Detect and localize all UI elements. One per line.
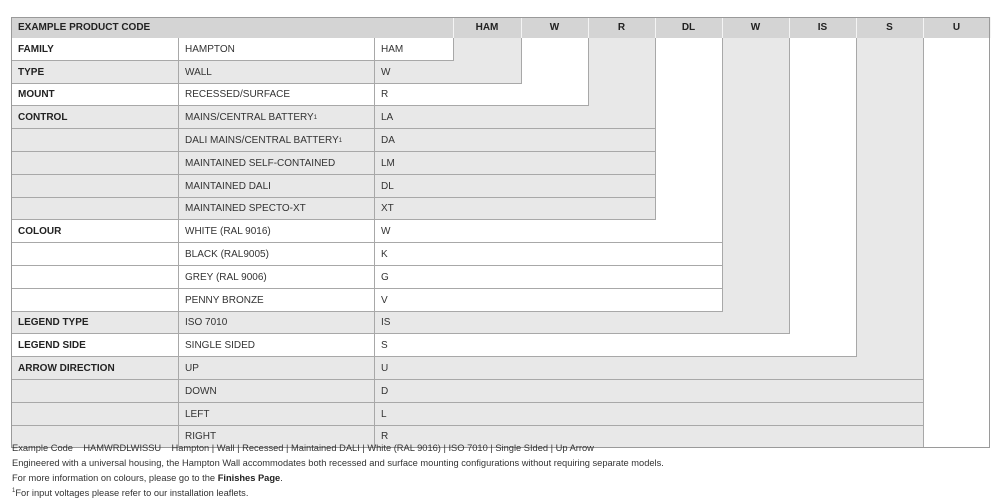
category-cell [11, 243, 178, 266]
example-code-value: HAMWRDLWISSU [83, 443, 162, 453]
category-cell [11, 84, 178, 107]
code-value: IS [381, 317, 391, 329]
code-column-header-label: W [750, 22, 761, 33]
column-divider [374, 38, 375, 448]
category-label: LEGEND TYPE [18, 317, 89, 329]
category-cell [11, 312, 178, 335]
example-code-label: Example Code [12, 443, 73, 453]
header-label: EXAMPLE PRODUCT CODE [18, 22, 151, 33]
option-label: MAINTAINED SPECTO-XT [185, 203, 306, 215]
category-cell [11, 106, 178, 129]
option-label: RECESSED/SURFACE [185, 89, 291, 101]
code-column-band [521, 38, 588, 84]
category-cell [11, 220, 178, 243]
code-column-band [856, 38, 923, 357]
category-cell [11, 380, 178, 403]
code-cell [374, 334, 856, 357]
code-value: LA [381, 112, 394, 124]
header-divider [521, 17, 522, 38]
step-edge [923, 38, 924, 448]
step-edge [856, 38, 857, 357]
code-cell [374, 38, 453, 61]
option-label: RIGHT [185, 431, 217, 443]
code-column-header [655, 17, 722, 38]
option-label: GREY (RAL 9006) [185, 271, 267, 283]
option-label: MAINTAINED SELF-CONTAINED [185, 157, 336, 169]
option-cell [178, 198, 374, 221]
table-border [11, 17, 12, 448]
option-cell: MAINS/CENTRAL BATTERY 1 [185, 112, 318, 124]
code-column-header [453, 17, 521, 38]
code-cell [374, 61, 521, 84]
header-divider [923, 17, 924, 38]
code-value: V [381, 294, 388, 306]
code-column-header-label: HAM [475, 22, 499, 33]
code-column-header-label: DL [681, 22, 696, 33]
code-column-band [923, 38, 990, 448]
category-cell [11, 152, 178, 175]
step-edge [655, 38, 656, 220]
code-value: G [381, 271, 389, 283]
category-cell [11, 266, 178, 289]
code-column-band [655, 38, 722, 220]
category-cell [11, 198, 178, 221]
category-cell [11, 175, 178, 198]
header-divider [453, 17, 454, 38]
code-cell [374, 175, 655, 198]
code-column-band [789, 38, 856, 334]
option-cell [178, 312, 374, 335]
code-value: D [381, 385, 389, 397]
step-edge [521, 38, 522, 84]
option-cell [178, 38, 374, 61]
code-cell [374, 266, 722, 289]
option-label: WALL [185, 66, 212, 78]
header-divider [722, 17, 723, 38]
code-cell [374, 243, 722, 266]
code-value: LM [381, 157, 395, 169]
option-label: MAINS/CENTRAL BATTERY [185, 112, 314, 124]
header-label-cell [11, 17, 453, 38]
header-divider [856, 17, 857, 38]
product-description: Engineered with a universal housing, the Hampton Wall accommodates both recessed and surface mounting configurations without requiring separate models. [12, 458, 664, 468]
code-cell [374, 312, 789, 335]
finishes-page-link[interactable]: Finishes Page [217, 473, 281, 483]
table-border [989, 17, 990, 448]
column-divider [178, 38, 179, 448]
code-column-band [453, 38, 521, 61]
code-cell [374, 220, 722, 243]
example-code-description: Hampton | Wall | Recessed | Maintained DALI | White (RAL 9016) | ISO 7010 | Single SIded | Up Arrow [171, 443, 594, 453]
category-label: LEGEND SIDE [18, 340, 86, 352]
code-column-band [588, 38, 655, 106]
code-value: XT [381, 203, 394, 215]
code-value: R [381, 431, 389, 443]
footnote [12, 486, 992, 501]
option-label: WHITE (RAL 9016) [185, 226, 271, 238]
code-cell [374, 106, 655, 129]
option-label: DALI MAINS/CENTRAL BATTERY [185, 135, 339, 147]
table-border [11, 17, 990, 18]
category-cell [11, 38, 178, 61]
header-divider [588, 17, 589, 38]
code-cell [374, 380, 923, 403]
category-cell [11, 403, 178, 426]
code-value: HAM [381, 43, 404, 55]
option-label: DOWN [185, 385, 217, 397]
code-column-header [789, 17, 856, 38]
option-cell [178, 403, 374, 426]
code-value: W [381, 226, 391, 238]
code-value: DA [381, 135, 395, 147]
example-code-line [12, 441, 992, 456]
code-cell [374, 84, 588, 107]
step-edge [453, 38, 454, 61]
option-cell [178, 175, 374, 198]
category-cell [11, 334, 178, 357]
option-cell [178, 266, 374, 289]
code-cell [374, 357, 923, 380]
option-label: MAINTAINED DALI [185, 180, 271, 192]
option-cell [178, 61, 374, 84]
step-edge [722, 38, 723, 312]
header-divider [990, 17, 991, 38]
colours-note [12, 471, 992, 486]
code-value: K [381, 249, 388, 261]
code-value: L [381, 408, 387, 420]
code-cell [374, 289, 722, 312]
code-cell [374, 152, 655, 175]
step-edge [789, 38, 790, 334]
category-label: COLOUR [18, 226, 62, 238]
code-value: DL [381, 180, 394, 192]
option-cell [178, 243, 374, 266]
category-cell [11, 289, 178, 312]
code-cell [374, 129, 655, 152]
code-column-header-label: IS [817, 22, 828, 33]
option-cell [178, 334, 374, 357]
code-value: U [381, 363, 389, 375]
code-column-header [923, 17, 990, 38]
option-label: BLACK (RAL9005) [185, 249, 269, 261]
notes [12, 441, 992, 501]
option-label: ISO 7010 [185, 317, 228, 329]
option-label: PENNY BRONZE [185, 294, 264, 306]
category-cell [11, 357, 178, 380]
step-edge [588, 38, 589, 106]
option-cell [178, 220, 374, 243]
option-label: UP [185, 363, 199, 375]
category-label: CONTROL [18, 112, 68, 124]
code-column-header [521, 17, 588, 38]
code-column-header [588, 17, 655, 38]
code-value: R [381, 89, 389, 101]
option-cell [178, 152, 374, 175]
header-divider [655, 17, 656, 38]
option-cell [178, 289, 374, 312]
category-cell [11, 129, 178, 152]
code-column-header-label: S [886, 22, 893, 33]
footnote-mark: 1 [12, 487, 16, 494]
option-cell [178, 380, 374, 403]
code-column-band [722, 38, 789, 312]
header-divider [789, 17, 790, 38]
option-cell: DALI MAINS/CENTRAL BATTERY 1 [185, 135, 343, 147]
option-label: SINGLE SIDED [185, 340, 256, 352]
code-value: S [381, 340, 388, 352]
option-label: HAMPTON [185, 43, 235, 55]
code-column-header-label: R [617, 22, 626, 33]
colours-note-text: For more information on colours, please go to the [12, 473, 216, 483]
category-label: TYPE [18, 66, 45, 78]
code-column-header [722, 17, 789, 38]
code-value: W [381, 66, 391, 78]
code-cell [374, 198, 655, 221]
option-label: LEFT [185, 408, 210, 420]
option-cell [178, 357, 374, 380]
category-cell [11, 61, 178, 84]
footnote-text: For input voltages please refer to our installation leaflets. [15, 488, 249, 498]
category-label: FAMILY [18, 43, 54, 55]
category-label: MOUNT [18, 89, 55, 101]
code-column-header-label: W [549, 22, 560, 33]
colours-note-end: . [280, 473, 283, 483]
code-column-header-label: U [952, 22, 961, 33]
option-cell [178, 84, 374, 107]
code-column-header [856, 17, 923, 38]
code-cell [374, 403, 923, 426]
category-label: ARROW DIRECTION [18, 363, 115, 375]
